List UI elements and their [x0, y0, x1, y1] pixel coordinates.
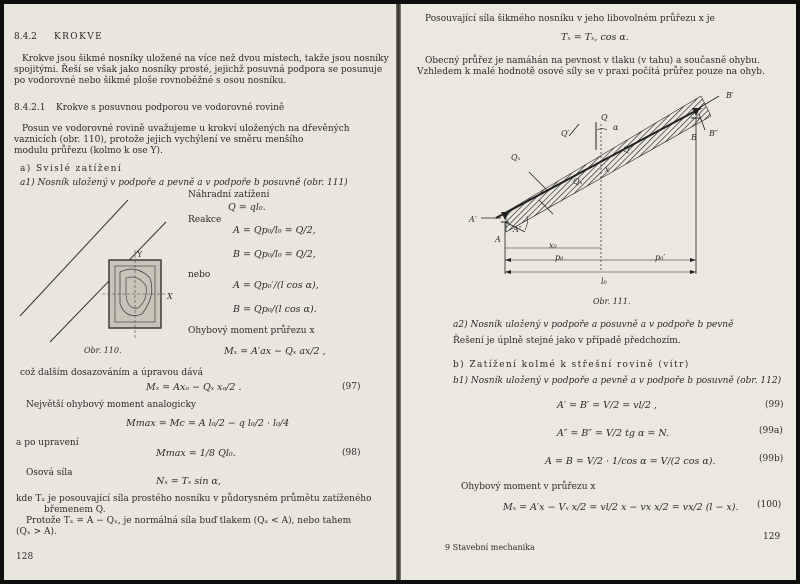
case-b1-heading: b1) Nosník uložený v podpoře a pevně a v podpoře b posuvně (obr. 112)	[453, 376, 782, 386]
book-spread	[4, 4, 796, 580]
tx-line-3: Protože Tₓ = A − Qₓ, je normálná síla buď tlakem (Qₓ < A), nebo tahem	[26, 516, 352, 526]
diagram-label-q-dprime: Q″	[623, 145, 633, 154]
intro-line-3: po vodorovné nebo šikmé ploše rovnoběžné s osou nosníku.	[14, 76, 287, 86]
case-a2-heading: a2) Nosník uložený v podpoře a posuvně a v podpoře b pevně	[453, 320, 734, 330]
section-title: KROKVE	[54, 32, 104, 42]
equation-99a-number: (99a)	[759, 426, 783, 436]
substitute-load-label: Náhradní zatížení	[188, 190, 270, 200]
diagram-label-p0-prime: p₀′	[655, 253, 666, 262]
after-substitution-text: což dalším dosazováním a úpravou dává	[20, 368, 203, 378]
para-line-1: Posun ve vodorovné rovině uvažujeme u krokví uložených na dřevěných	[22, 124, 350, 134]
tx-line-2: břemenem Q.	[44, 505, 106, 515]
diagram-label-a: A	[495, 235, 501, 244]
axial-force-label: Osová síla	[26, 468, 73, 478]
figure-110-x-label: X	[167, 292, 173, 301]
diagram-label-b-dprime: B″	[709, 129, 718, 138]
bending-moment-label: Ohybový moment průřezu x	[188, 326, 315, 336]
equation-99-number: (99)	[765, 400, 784, 410]
subsection-number: 8.4.2.1	[14, 103, 46, 113]
equation-99b-number: (99b)	[759, 454, 784, 464]
diagram-label-qx: Qₓ	[511, 153, 521, 162]
reactions-label: Reakce	[188, 215, 222, 225]
equation-99a: A″ = B″ = V/2 tg α = N.	[557, 428, 670, 439]
diagram-label-q: Q	[601, 113, 608, 122]
mx-formula: Mₓ = A′ax − Qₓ ax/2 ,	[224, 346, 326, 357]
diagram-label-b: B	[691, 133, 697, 142]
left-page-number: 128	[16, 552, 34, 562]
right-page	[401, 4, 796, 580]
para-line-2: vaznicích (obr. 110), protože jejich vychýlení ve směru menšího	[14, 135, 304, 145]
figure-110-y-label: Y	[137, 250, 143, 259]
diagram-label-a-dprime: A″	[513, 225, 522, 234]
or-label: nebo	[188, 270, 211, 280]
right-bending-label: Ohybový moment v průřezu x	[461, 482, 596, 492]
equation-97: Mₓ = Axₒ − Qₓ xₒ/2 .	[146, 382, 242, 393]
intro-line-1: Krokve jsou šikmé nosníky uložené na více než dvou místech, takže jsou nosníky	[22, 54, 389, 64]
max-moment-label: Největší ohybový moment analogicky	[26, 400, 197, 410]
equation-98: Mmax = 1/8 Ql₀.	[156, 448, 236, 459]
subsection-title: Krokve s posuvnou podporou ve vodorovné rovině	[56, 103, 285, 113]
diagram-label-x0: x₀	[549, 241, 557, 250]
tx-line-4: (Qₓ > A).	[16, 527, 57, 537]
tx-line-1: kde Tₓ je posouvající síla prostého nosníku v půdorysném průmětu zatíženého	[16, 494, 372, 504]
figure-110-caption: Obr. 110.	[84, 346, 122, 355]
general-line-1: Obecný průřez je namáhán na pevnost v tlaku (v tahu) a současně ohybu.	[425, 56, 760, 66]
diagram-label-l0: l₀	[601, 277, 607, 286]
diagram-label-q-prime: Q′	[561, 129, 570, 138]
left-page	[4, 4, 396, 580]
q-formula: Q = ql₀.	[228, 202, 266, 213]
equation-100: Mₓ = A′x − Vₓ x/2 = vl/2 x − vx x/2 = vx/2 (l − x).	[503, 502, 739, 513]
equation-97-number: (97)	[342, 382, 361, 392]
b-alt-formula: B = Qp₀/(l cos α).	[233, 304, 317, 315]
para-line-3: modulu průřezu (kolmo k ose Y).	[14, 146, 163, 156]
shear-intro-line: Posouvající síla šikmého nosníku v jeho libovolném průřezu x je	[425, 14, 715, 24]
footer-book-title: 9 Stavební mechanika	[445, 543, 535, 552]
case-a-heading: a) Svislé zatížení	[20, 164, 123, 174]
equation-100-number: (100)	[757, 500, 782, 510]
case-b-heading: b) Zatížení kolmé k střešní rovině (vítr)	[453, 360, 690, 370]
case-a1-heading: a1) Nosník uložený v podpoře a pevně a v podpoře b posuvně (obr. 111)	[20, 178, 348, 188]
a-formula: A = Qp₀/l₀ = Q/2,	[233, 225, 316, 236]
mmax-formula: Mmax = Mc = A l₀/2 − q l₀/2 · l₀/4	[126, 418, 290, 429]
a-alt-formula: A = Qp₀′/(l cos α),	[233, 280, 319, 291]
nx-formula: Nₓ = Tₓ sin α,	[156, 476, 221, 487]
intro-line-2: spojitými. Řeší se však jako nosníky prosté, jejichž posuvná podpora se posunuje	[14, 65, 383, 75]
equation-99: A′ = B′ = V/2 = vl/2 ,	[557, 400, 657, 411]
diagram-label-p0: p₀	[555, 253, 564, 262]
equation-99b: A = B = V/2 · 1/cos α = V/(2 cos α).	[545, 456, 716, 467]
after-edit-label: a po upravení	[16, 438, 79, 448]
right-page-number: 129	[763, 532, 781, 542]
diagram-label-x: x	[605, 165, 610, 174]
figure-110	[16, 196, 176, 356]
diagram-label-qx-prime: Qₓ′	[573, 177, 585, 186]
figure-111-caption: Obr. 111.	[593, 297, 631, 306]
figure-111	[401, 4, 796, 304]
t-formula: Tₓ = Tₓ, cos α.	[561, 32, 629, 43]
b-formula: B = Qp₀/l₀ = Q/2,	[233, 249, 316, 260]
case-a2-text: Řešení je úplně stejné jako v případě předchozím.	[453, 336, 681, 346]
diagram-label-a-prime: A′	[469, 215, 477, 224]
equation-98-number: (98)	[342, 448, 361, 458]
section-number: 8.4.2	[14, 32, 37, 42]
general-line-2: Vzhledem k malé hodnotě osové síly se v praxi počítá průřez pouze na ohyb.	[417, 67, 765, 77]
diagram-label-alpha: α	[613, 123, 619, 132]
diagram-label-b-prime: B′	[726, 91, 734, 100]
